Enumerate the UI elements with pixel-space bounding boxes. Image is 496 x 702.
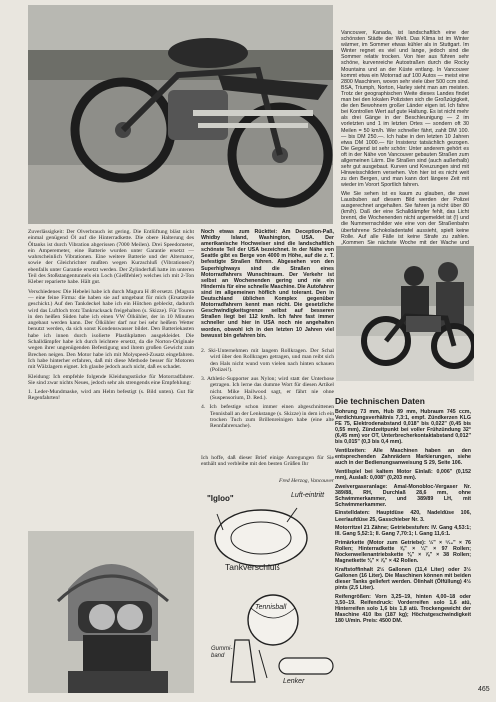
riders-photo <box>336 246 474 381</box>
route-paragraph <box>201 229 334 342</box>
reliability-paragraph: Zuverlässigkeit: Der Ölverbrauch ist gering. Die Entlüftung bläst nicht einmal genügend Öl auf die Hinterradkette. Die obere Halterung des Öltanks ist durch Vibration abgerissen (7000 Meilen). Drei Speedometer, ein Amperemeter, eine Batterie wurden unter Garantie ersetzt — wahrscheinlich Vibrationen. Eine weitere Batterie und der Alternator, sowie der Gleichrichter mußten wegen Kurzschluß (Vibrationen?) ebenfalls unter Garantie ersetzt werden. Der Zylinderfuß hatte im unteren Teil des Stoßstangentunnels ein Loch (Gießfehler) welches ich mit 2-Ton Kleber reparierte habe. Hält gut. <box>28 229 194 286</box>
tech-item: Reifengrößen: Vorn 3,25–19, hinten 4,00–18 oder 3,50–19. Reifendruck: Vorderreifen solo 1,6 atü, Hinterreifen solo 1,6 bis 1,8 atü. Trockengewicht der Maschine 410 lbs (187 kg); Höchstgeschwindigkeit 180 U/min. Preis: 4500 DM. <box>335 593 471 624</box>
misc-paragraph: Verschiedenes: Die Hebelei habe ich durch Magura H 48 ersetzt. (Magura — eine feine Firma: die haben sie auf umgebaut für mich (Ersatzteile geschickt.) Auf den Tankdeckel habe ich ein Hütchen gebleckt, dadurch wird das Luftloch trotz Tankrucksack freigehalten (s. Skizze). Für Touren in den heißen Süden habe ich einen VW Ölkühler, der in 10 Minuten angebaut werden kann. Der Ölkühler darf nur bei sehr heißem Wetter benutzt werden, da sich sonst Kondenswasser bildet. Den Batteriekasten habe ich innen durch isolierte Plastikplatten ausgekleidet. Die Schalldämpfer habe ich durch leichtere ersetzt, da die Norton-Originale wegen ihrer ungenügenden Befestigung und ihrem großen Gewicht zum Brechen neigen. Den Motor habe ich mit Molyspeed-Zusatz eingefahren. Ich habe hinterher erfahren, daß mit diese Methode besser für Motoren mit Wälzlagern eignet. Ich glaube jedoch auch nicht, daß es schadet. <box>28 288 194 371</box>
tech-item: Ventilspiel bei kaltem Motor Einlaß: 0,006" (0,152 mm), Auslaß: 0,008" (0,203 mm). <box>335 468 471 481</box>
clothing-item-2: 2. Ski-Unternehmen mit langem Rollkragen. Der Schal wird über den Rollkragen getragen, und man reibt sich den Hals nicht wund vom vielen nach hinten schauen (Polizei!). <box>201 348 334 373</box>
tech-item: Bohrung 73 mm, Hub 89 mm, Hubraum 745 ccm, Verdichtungsverhältnis 7,3:1, empf. Zündkerzen KLG FE 75, Elektrodenabstand 0,018" bis 0,022" (0,45 bis 0,55 mm), Zündzeitpunkt bei voller Frühzündung 32° (6,45 mm) vor OT, Unterbrecherkontaktabstand 0,012" bis 0,015" (0,3 bis 0,4 mm). <box>335 409 471 446</box>
gummiband-label: Gummi-band <box>211 646 233 659</box>
clothing-item-3: 3. Athletic-Supporter aus Nylon; wird statt der Unterhose getragen. Ich lerne das dumme Wort für diesen Artikel nicht. Mike Hailwood sagt, er fährt nie ohne (Suspensorium, D. Red.). <box>201 376 334 402</box>
clothing-item-1: 1. Leder-Mundmaske, wird am Helm befestigt (s. Bild unten). Gut für Regenfahrten! <box>28 389 194 402</box>
lenker-label: Lenker <box>283 678 305 685</box>
closing-text: Ich hoffe, daß dieser Brief einige Anregungen für Sie enthält und verbleibe mit den besten Grüßen Ihr <box>201 455 334 468</box>
tech-item: Kraftstoffinhalt 2½ Gallonen (11,4 Liter) oder 3½ Gallonen (16 Liter). Die Maschinen können mit beiden dieser Tanks geliefert werden. Ölinhalt (Ölfüllung) 4½ pints (2,5 Liter). <box>335 566 471 591</box>
tech-item: Ventilzeiten: Alle Maschinen haben an den entsprechenden Zahnrädern Markierungen, siehe auch in der Bedienungsanweisung S 29, Seite 106. <box>335 448 471 467</box>
intro-paragraph-2: Wie Sie sehen ist es kaum zu glauben, die zwei Lausbuben auf diesem Bild werden der Polizei ausgerechnet angehalten. Sie fahren ja nicht über 80 (km/h). Daß der eine Schalldämpfer fehlt, das Licht brennt, die Wochenenden nicht angemeldet ist (!) und die Nummernschilder wie eine von der Straßenbahn überfahrene Schokoladentafel aussieht, spielt keine Rolle. Auf alle Fälle ist keine Strafe zu zahlen. „Kommen Sie nächste Woche mit der Wache und <box>341 190 469 246</box>
sketch-drawing <box>201 490 334 690</box>
motorcycle-photo <box>28 5 333 224</box>
clothing-item-4: 4. Ich befestige schon immer einen abgeschnittenen Tennisball an der Lenkstange (s. Skizze) in dem ich ein trocken Tuch zum Brillenreinigen habe (eine alte Rennfahrersache). <box>201 404 334 430</box>
signature: Fred Herzog, Vancouver <box>279 478 334 484</box>
clothing-paragraph: Kleidung: Ich empfehle folgende Kleidungsstücke für Motorradfahrer. Sie sind zwar nichts Neues, jedoch sehr als strengends eine Empfehlung: <box>28 373 194 386</box>
intro-paragraph: Vancouver, Kanada, ist landschaftlich eine der schönsten Städte der Welt. Das Klima ist im Winter wärmer, im Sommer etwas kühler als in Stuttgart. Im Winter regnet es viel und lange, jedoch sind die Sommer relativ trocken. Von hier aus führen sehr schöne, kurvenreiche Autostraßen durch die Rocky Mountains und an der Küste entlang. In Vancouver kommt etwa ein Motorrad auf 100 Autos — meist eine 2800 Maschinen, wovon sehr viele über 500 ccm sind. BSA, Triumph, Norton, Harley sieht man am meisten. Trotz der geographischen Weite dieses Landes findet man bei den lokalen Polizisten sich die Großzügigkeit, die den Bewohnern großer Länder eigen ist. Ich fahre bei Kontrollen Wert auf gute Haltung. Es ist nicht mehr als drei Gänge in der Beschleunigung — 2 im vorletzten und 1 im letzten Ortes — sondern oft 30 Meilen = 50 km/h. Wer schneller fährt, zahlt DM 100.— bis DM 250.—. Ich habe in den letzten 10 Jahren etwa DM 1000.— für Insistenz tatsächlich gezogen. Die Gegend ist sehr schön: Unter anderem gehört es oft in der Nähe von Vancouver gebauten Straßen zum allgemeinen Lärm. Die Straßen sind (auch außerhalb) sehr gut ausgebaut. Kurven und Kreuzungen sind mit Hinweisschildern versehen. Von hier ist es nicht weit zu den Bergen, und man kann dort längere Zeit mit wieder im Vorort Sportlich fahren. <box>341 30 469 189</box>
tech-item: Zweivergaseranlage: Amal-Monobloc-Vergaser Nr. 389/88, RH, Durchlaß 28,6 mm, ohne Schwimmerkammer, und 389/89 LH, mit Schwimmerkammer. <box>335 483 471 508</box>
tankverschluss-label: Tankverschluß <box>225 562 280 572</box>
tech-list <box>335 409 471 624</box>
igloo-label: "Igloo" <box>207 494 234 503</box>
tennisball-label: Tennisball <box>255 604 287 611</box>
route-text: Noch etwas zum Rückttei: Am Deception-Paß, Whidby Island, Washington, USA. Der amerikanische Hochweiser sind die landschaftlich schönste Teil der USA bezeichnet. In der Nähe von Seattle gibt es Berge von 4000 m Höhe, auf die z. T. befestigte Straßen führen. Abgesehen von den Superhighways sind die Straßen eines Motorradfahrers Wunschtraum. Der Verkehr ist selbst an Wochenenden gering und nie ein Hindernis für eine schnelle Maschine. Die Autofahrer sind im allgemeinen höflich und tolerant. Den in Deutschland üblichen Komplex gegenüber Motorradfahrern kennt man nicht. Die gesetzliche Geschwindigkeitsgrenze selbst auf besseren Straßen liegt bei 112 km/h. Ich fahre fast immer schneller und hier in USA noch nie angehalten worden, obwohl ich in den letzten 10 Jahren viel bewusst bin gefahren bin. <box>201 229 334 339</box>
tech-data <box>335 396 471 688</box>
left-column <box>28 229 194 527</box>
tech-heading: Die technischen Daten <box>335 396 425 406</box>
helmet-photo <box>28 531 194 693</box>
closing <box>201 455 334 475</box>
tech-item: Motorritzel 21 Zähne; Getriebestufen: IV. Gang 4,53:1; III. Gang 5,52:1; II. Gang 7,70:1; I. Gang 11,6:1. <box>335 525 471 538</box>
page-number: 465 <box>478 686 490 693</box>
intro-text <box>341 30 469 268</box>
clothing-list <box>201 348 334 452</box>
tech-item: Einstelldaten: Hauptdüse 420, Nadeldüse 106, Leerlaufdüse 25, Gasschieber Nr. 3. <box>335 510 471 523</box>
tech-item: Primärkette (Motor zum Getriebe): ½" × ⁵⁄₁₆" × 76 Rollen; Hinterradkette ⅝" × ¼" × 97 Rollen; Nockenwellenantriebskette ⅜" × ⅞" × 38 Rollen; Magnetkette ⅜" × ⅞" × 42 Rollen. <box>335 539 471 565</box>
luft-label: Luft-eintritt <box>291 492 325 499</box>
sketch <box>201 490 334 690</box>
